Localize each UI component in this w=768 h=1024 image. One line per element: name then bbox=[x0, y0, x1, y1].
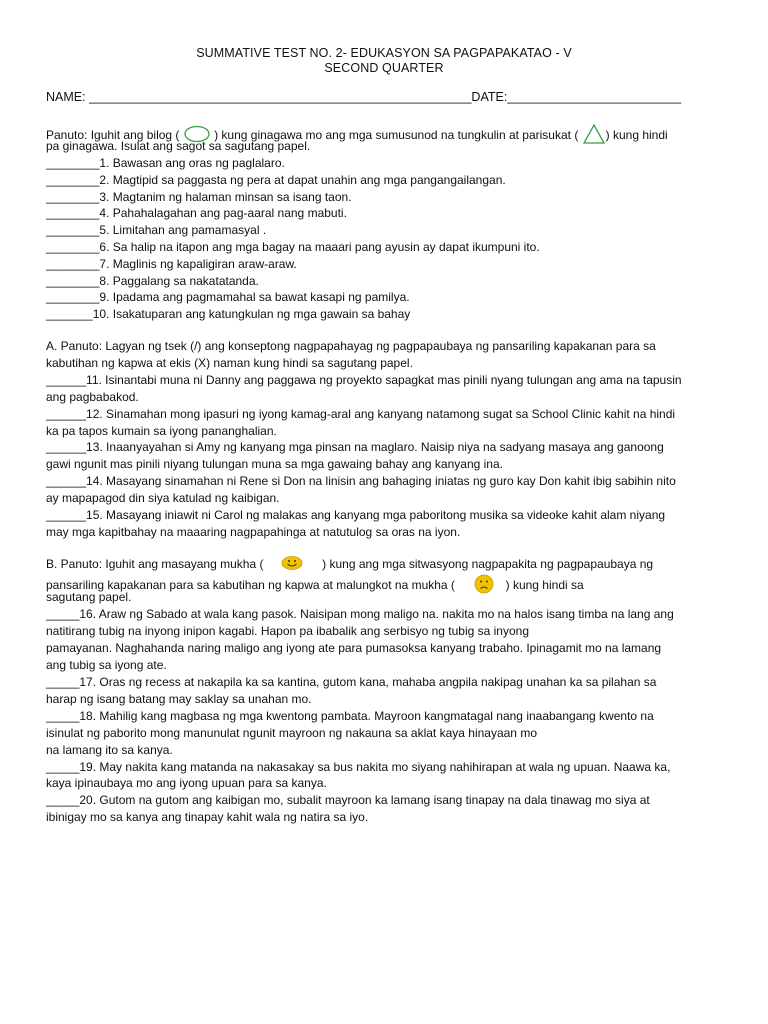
question-line: gawi ngunit mas pinili niyang tulungan muna sa mga gawaing bahay ang kanyang ina. bbox=[46, 457, 503, 472]
question-line: ibinigay mo sa kanya ang tinapay kahit wala ng natira sa iyo. bbox=[46, 810, 369, 825]
question-line: ang pagbabakod. bbox=[46, 389, 139, 404]
question-line: kabutihan ng kapwa at ekis (X) naman kung hindi sa sagutang papel. bbox=[46, 355, 413, 370]
name-label: NAME: bbox=[46, 90, 90, 104]
question-line: ______15. Masayang iniawit ni Carol ng malakas ang kanyang mga paboritong musika sa videoke kahit alam niyang bbox=[46, 508, 666, 522]
instr-text-c: ) kung hindi bbox=[605, 128, 668, 143]
instr-text-b: ) kung ginagawa mo ang mga sumusunod na tungkulin at parisukat ( bbox=[210, 128, 582, 143]
question-item: ________9. Ipadama ang pagmamahal sa bawat kasapi ng pamilya. bbox=[46, 290, 410, 305]
triangle-icon bbox=[582, 123, 606, 149]
question-item: _______10. Isakatuparan ang katungkulan ng mga gawain sa bahay bbox=[46, 307, 411, 322]
question-line: _____17. Oras ng recess at nakapila ka sa kantina, gutom kana, mahaba angpila nakipag unahan ka sa pilahan sa bbox=[46, 674, 657, 689]
question-line: kaya ipinaubaya mo ang iyong upuan para sa kanya. bbox=[46, 776, 327, 791]
question-line: _____20. Gutom na gutom ang kaibigan mo, subalit mayroon ka lamang isang tinapay na dala tinawag mo siya at bbox=[46, 793, 650, 808]
part1-instruction-line2: pa ginagawa. Isulat ang sagot sa sagutang papel. bbox=[46, 139, 311, 153]
question-line: may mga kapitbahay na maaaring nagpapahinga at natutulog sa oras na iyon. bbox=[46, 524, 461, 539]
question-item: ________1. Bawasan ang oras ng paglalaro. bbox=[46, 156, 285, 170]
question-line: ______12. Sinamahan mong ipasuri ng iyong kamag-aral ang kanyang natamong sugat sa School Clinic kahit na hindi bbox=[46, 406, 676, 421]
page-subtitle: SECOND QUARTER bbox=[324, 61, 444, 75]
question-line: ______13. Inaanyayahan si Amy ng kanyang mga pinsan na maglaro. Naisip niya na sadyang masaya ang ganoong bbox=[46, 440, 664, 455]
question-line: ______14. Masayang sinamahan ni Rene si Don na linisin ang bahaging iniatas ng guro kay Don kahit ibig sabihin nito bbox=[46, 474, 676, 489]
partB-instr2-b: ) kung hindi sa bbox=[505, 578, 584, 593]
smiley-face-icon bbox=[281, 556, 303, 574]
question-line: _____16. Araw ng Sabado at wala kang pasok. Naisipan mong maligo na. nakita mo na halos isang timba na lang ang bbox=[46, 606, 674, 621]
question-line: A. Panuto: Lagyan ng tsek (/) ang konseptong nagpapahayag ng pagpapaubaya ng pansariling kapakanan para sa bbox=[46, 339, 656, 353]
question-item: ________6. Sa halip na itapon ang mga bagay na maaari pang ayusin ay dapat ikumpuni ito. bbox=[46, 240, 540, 254]
question-item: ________2. Magtipid sa paggasta ng pera at dapat unahin ang mga pangangailangan. bbox=[46, 172, 506, 187]
sad-face-icon bbox=[474, 573, 494, 599]
partB-instr2-a: pansariling kapakanan para sa kabutihan ng kapwa at malungkot na mukha ( bbox=[46, 578, 455, 593]
partB-instr1-b: ) kung ang mga sitwasyong nagpapakita ng pagpapaubaya ng bbox=[322, 557, 654, 572]
partB-instr1-a: B. Panuto: Iguhit ang masayang mukha ( bbox=[46, 557, 264, 572]
question-line: ______11. Isinantabi muna ni Danny ang paggawa ng proyekto sapagkat mas pinili nyang tulungan ang ama na tapusin bbox=[46, 372, 682, 387]
question-item: ________8. Paggalang sa nakatatanda. bbox=[46, 273, 259, 288]
date-label: DATE: bbox=[471, 90, 508, 104]
question-line: harap ng isang batang may saklay sa unahan mo. bbox=[46, 691, 312, 706]
question-line: sagutang papel. bbox=[46, 590, 132, 604]
question-line: _____19. May nakita kang matanda na nakasakay sa bus nakita mo siyang nahihirapan at wala ng upuan. Naawa ka, bbox=[46, 759, 671, 774]
question-line: pamayanan. Naghahanda naring maligo ang iyong ate para pumasoksa kanyang trabaho. Ipinagamit mo na lamang bbox=[46, 640, 662, 655]
partB-instruction-1 bbox=[46, 556, 653, 574]
date-blank: _________________________ bbox=[507, 90, 682, 104]
question-item: ________5. Limitahan ang pamamasyal . bbox=[46, 223, 267, 238]
question-line: ka pa tapos kumain sa iyong pananghalian. bbox=[46, 423, 277, 438]
question-item: ________7. Maglinis ng kapaligiran araw-araw. bbox=[46, 256, 297, 271]
question-item: ________3. Magtanim ng halaman minsan sa isang taon. bbox=[46, 189, 352, 204]
question-line: _____18. Mahilig kang magbasa ng mga kwentong pambata. Mayroon kangmatagal nang inaabangang kwento na bbox=[46, 708, 654, 723]
question-line: ang tubig sa iyong ate. bbox=[46, 657, 167, 672]
question-line: na lamang ito sa kanya. bbox=[46, 742, 173, 757]
question-item: ________4. Pahahalagahan ang pag-aaral nang mabuti. bbox=[46, 206, 347, 221]
question-line: ay mapapagod din siya katulad ng kaibigan. bbox=[46, 491, 280, 506]
name-date-line bbox=[46, 90, 681, 104]
page-title: SUMMATIVE TEST NO. 2- EDUKASYON SA PAGPAPAKATAO - V bbox=[196, 46, 572, 60]
name-blank: _______________________________________________________ bbox=[89, 90, 472, 104]
instr-text-a: Panuto: Iguhit ang bilog ( bbox=[46, 128, 183, 143]
question-line: natitirang tubig na inyong inipon kagabi. Hapon pa ibabalik ang serbisyo ng tubig sa inyong bbox=[46, 623, 530, 638]
question-line: isinulat ng paborito mong manunulat ngunit mayroon ng nakauna sa aklat kaya hinayaan mo bbox=[46, 725, 537, 740]
